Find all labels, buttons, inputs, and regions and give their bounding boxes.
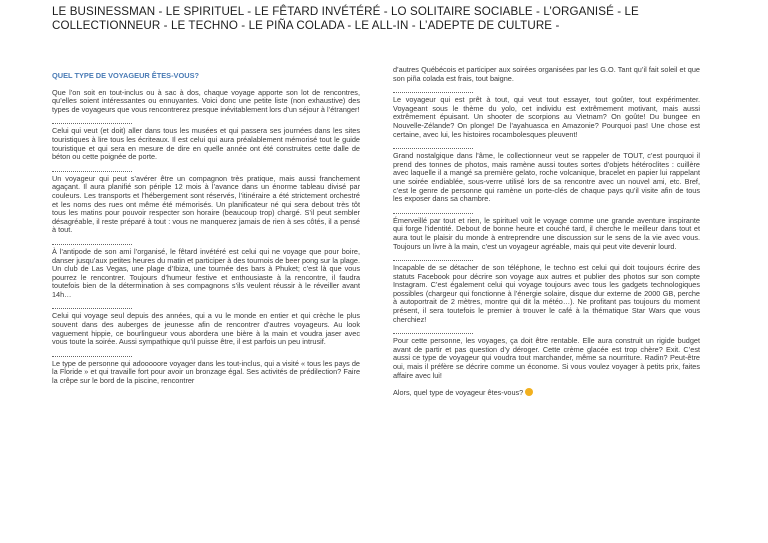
separator	[393, 260, 473, 261]
intro-paragraph: Que l’on soit en tout-inclus ou à sac à dos, chaque voyage apporte son lot de rencontres, qu’elles soient intéressantes ou ennuyantes. Voici donc une petite liste (non exhaustive) des types de voyageurs que vous rencontrerez presque inévitablement lors d’un séjour à l’étranger!	[52, 87, 360, 114]
separator	[52, 356, 132, 357]
separator	[393, 213, 473, 214]
right-column	[393, 66, 700, 406]
separator	[52, 244, 132, 245]
paragraph-techno: Incapable de se détacher de son téléphone, le techno est celui qui doit toujours écrire des statuts Facebook pour décrire son voyage aux autres et publier des photos sur son compte Instagram. C’est également celui qui voyage toujours avec tous les gadgets technologiques possibles (chargeur qui fonctionne à l’énergie solaire, disque dur externe de 2000 GB, perche à autoportrait de 2 mètres, montre qui dit la météo…). Ne profitant pas toujours du moment présent, il sera toutefois le premier à trouver le café à la thématique Star Wars que vous cherchiez!	[393, 263, 700, 324]
separator	[393, 333, 473, 334]
paragraph-allin-continued: d’autres Québécois et participer aux soirées organisées par les G.O. Tant qu’il fait soleil et que son piña colada est frais, tout baigne.	[393, 65, 700, 83]
article-title: QUEL TYPE DE VOYAGEUR ÊTES-VOUS?	[52, 71, 200, 80]
paragraph-fetard: À l’antipode de son ami l’organisé, le fêtard invétéré est celui qui ne voyage que pour boire, danser jusqu’aux petites heures du matin et participer à des tournois de beer pong sur la plage. Un club de Las Vegas, une plage d’Ibiza, une tournée des bars à Phuket; c’est là que vous pourrez le rencontrer. Toujours d’humeur festive et enthousiaste à la rencontre, il faudra toutefois bien de la détermination à ses compagnons s’ils veulent réussir à le réveiller avant 14h…	[52, 246, 360, 299]
paragraph-solitaire: Celui qui voyage seul depuis des années, qui a vu le monde en entier et qui crèche le plus souvent dans des auberges de jeunesse afin de rencontrer d’autres voyageurs. Au look vaguement hippie, ce bourlingueur vous abordera une bière à la main et voudra jaser avec vous toute la soirée. Aussi sympathique qu’il puisse être, il est parfois un peu intrusif.	[52, 311, 360, 347]
separator	[52, 123, 132, 124]
smiley-icon	[525, 388, 533, 396]
paragraph-collectionneur: Grand nostalgique dans l’âme, le collectionneur veut se rappeler de TOUT, c’est pourquoi il prend des tonnes de photos, mais ramène aussi toutes sortes d’objets hétéroclites : cuillère avec laquelle il a mangé sa première gelato, roche volcanique, bracelet en papier lui rappelant une soirée endiablée, sous-verre utilisé lors de sa rencontre avec un nouvel ami, etc. Bref, c’est le genre de personne qui ramène un porte-clés de chaque pays qu’il visite afin de tous les exposer dans sa chambre.	[393, 151, 700, 204]
paragraph-allin: Le type de personne qui adooooore voyager dans les tout-inclus, qui a visité « tous les pays de la Floride » et qui travaille fort pour avoir un bronzage égal. Ses activités de prédilection? Faire la crêpe sur le bord de la piscine, rencontrer	[52, 358, 360, 386]
left-column	[52, 72, 360, 394]
separator	[52, 171, 132, 172]
separator	[393, 148, 473, 149]
paragraph-businessman: Le voyageur qui est prêt à tout, qui veut tout essayer, tout goûter, tout expérimenter. Voyageant sous le thème du yolo, cet individu est extrêmement motivant, mais aussi extrêmement épuisant. Un shooter de scorpions au Vietnam? On goûte! Du bungee en Nouvelle-Zélande? On plonge! De l’ayahuasca en Amazonie? Pourquoi pas! Une chose est certaine, avec lui, les histoires rocambolesques pleuvent!	[393, 95, 700, 139]
traveler-types-header: LE BUSINESSMAN - LE SPIRITUEL - LE FÊTARD INVÉTÉRÉ - LO SOLITAIRE SOCIABLE - L’ORGANISÉ - LE COLLECTIONNEUR - LE TECHNO - LE PIÑA COLADA - LE ALL-IN - L’ADEPTE DE CULTURE -	[52, 5, 639, 32]
closing-question	[393, 388, 700, 398]
paragraph-spirituel: Émerveillé par tout et rien, le spirituel voit le voyage comme une grande aventure inspirante qui forge l’identité. Debout de bonne heure et couché tard, il cherche le meilleur dans tout et aura tout le plaisir du monde à entreprendre une discussion sur le sens de la vie avec vous. Toujours un livre à la main, c’est un voyageur agréable, mais qui peut vite devenir lourd.	[393, 215, 700, 251]
paragraph-pina-colada: Pour cette personne, les voyages, ça doit être rentable. Elle aura construit un rigide budget avant de partir et pas question d’y déroger. Cette crème glacée est trop chère? Exit. C’est aussi ce type de voyageur qui voudra tout marchander, même sa nourriture. Radin? Peut-être oui, mais il préfère se décrire comme un économe. Si vous voulez voyager à petits prix, faites affaire avec lui!	[393, 336, 700, 380]
separator	[393, 92, 473, 93]
closing-question-text: Alors, quel type de voyageur êtes-vous?	[393, 388, 524, 398]
paragraph-culture: Celui qui veut (et doit) aller dans tous les musées et qui passera ses journées dans les sites touristiques à lire tous les écriteaux. Il est celui qui aura préalablement mémorisé tout le guide touristique et qui sera en mesure de dire en quelle année ont été construites cette dalle de béton ou cette poignée de porte.	[52, 126, 360, 162]
paragraph-organise: Un voyageur qui peut s’avérer être un compagnon très pratique, mais aussi franchement agaçant. Il aura planifié son périple 12 mois à l’avance dans un énorme tableau divisé par couleurs. Les transports et l’hébergement sont réservés, l’itinéraire a été strictement orchestré et les noms des rues ont même été mémorisés. Un planificateur né qui sera debout très tôt tous les matins pour pouvoir respecter son horaire (beaucoup trop) chargé. S’il peut sembler désagréable, il reste préparé à tout : vous ne manquerez jamais de rien à ses côtés, il a pensé à tout.	[52, 173, 360, 235]
separator	[52, 308, 132, 309]
